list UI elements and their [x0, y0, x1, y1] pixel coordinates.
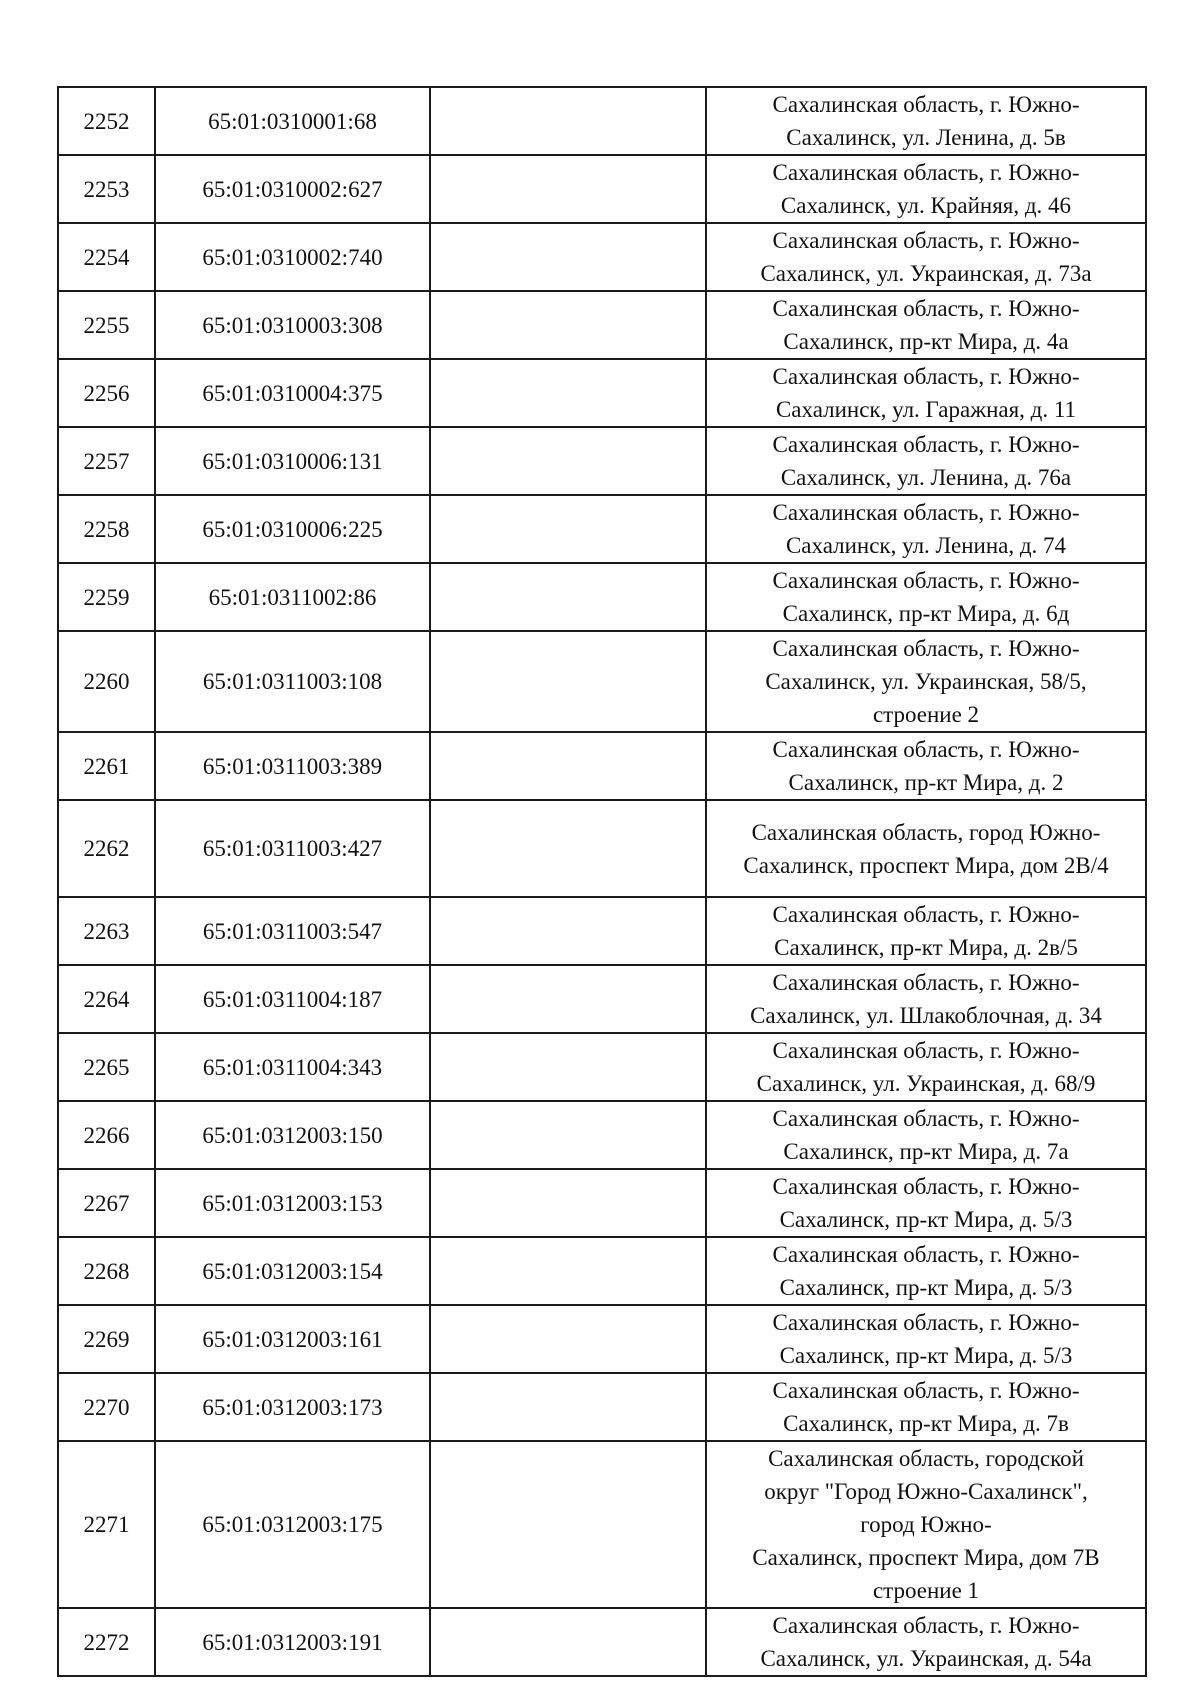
empty-cell — [430, 223, 706, 291]
cadastral-number-cell: 65:01:0310004:375 — [155, 359, 430, 427]
table-row — [58, 87, 1146, 155]
table-row — [58, 631, 1146, 732]
row-number-cell: 2269 — [58, 1305, 155, 1373]
row-number-cell: 2263 — [58, 897, 155, 965]
cadastral-number-cell: 65:01:0310003:308 — [155, 291, 430, 359]
cadastral-number-cell: 65:01:0310006:131 — [155, 427, 430, 495]
empty-cell — [430, 965, 706, 1033]
table-row — [58, 1373, 1146, 1441]
empty-cell — [430, 563, 706, 631]
table-row — [58, 1169, 1146, 1237]
row-number-cell: 2254 — [58, 223, 155, 291]
empty-cell — [430, 631, 706, 732]
cadastral-number-cell: 65:01:0310002:627 — [155, 155, 430, 223]
address-cell: Сахалинская область, г. Южно- Сахалинск, пр-кт Мира, д. 2 — [706, 732, 1146, 800]
row-number-cell: 2259 — [58, 563, 155, 631]
table-row — [58, 563, 1146, 631]
address-cell: Сахалинская область, г. Южно- Сахалинск, ул. Украинская, д. 73а — [706, 223, 1146, 291]
table-row — [58, 1237, 1146, 1305]
empty-cell — [430, 732, 706, 800]
table-row — [58, 965, 1146, 1033]
table-row — [58, 291, 1146, 359]
row-number-cell: 2261 — [58, 732, 155, 800]
row-number-cell: 2253 — [58, 155, 155, 223]
address-cell: Сахалинская область, г. Южно- Сахалинск, ул. Ленина, д. 5в — [706, 87, 1146, 155]
row-number-cell: 2262 — [58, 800, 155, 897]
cadastral-number-cell: 65:01:0312003:150 — [155, 1101, 430, 1169]
row-number-cell: 2270 — [58, 1373, 155, 1441]
table-row — [58, 800, 1146, 897]
address-cell: Сахалинская область, г. Южно- Сахалинск, пр-кт Мира, д. 2в/5 — [706, 897, 1146, 965]
row-number-cell: 2264 — [58, 965, 155, 1033]
address-cell: Сахалинская область, городской округ "Город Южно-Сахалинск", город Южно- Сахалинск, проспект Мира, дом 7В строение 1 — [706, 1441, 1146, 1608]
cadastral-number-cell: 65:01:0312003:154 — [155, 1237, 430, 1305]
cadastral-number-cell: 65:01:0310001:68 — [155, 87, 430, 155]
address-cell: Сахалинская область, г. Южно- Сахалинск, пр-кт Мира, д. 5/3 — [706, 1305, 1146, 1373]
cadastral-number-cell: 65:01:0311003:108 — [155, 631, 430, 732]
address-cell: Сахалинская область, г. Южно- Сахалинск, ул. Крайняя, д. 46 — [706, 155, 1146, 223]
row-number-cell: 2271 — [58, 1441, 155, 1608]
cadastral-number-cell: 65:01:0312003:153 — [155, 1169, 430, 1237]
table-row — [58, 732, 1146, 800]
row-number-cell: 2258 — [58, 495, 155, 563]
row-number-cell: 2260 — [58, 631, 155, 732]
address-cell: Сахалинская область, г. Южно- Сахалинск, ул. Украинская, д. 68/9 — [706, 1033, 1146, 1101]
empty-cell — [430, 359, 706, 427]
address-cell: Сахалинская область, г. Южно- Сахалинск, ул. Гаражная, д. 11 — [706, 359, 1146, 427]
empty-cell — [430, 87, 706, 155]
row-number-cell: 2268 — [58, 1237, 155, 1305]
row-number-cell: 2265 — [58, 1033, 155, 1101]
table-row — [58, 1608, 1146, 1676]
row-number-cell: 2252 — [58, 87, 155, 155]
address-cell: Сахалинская область, г. Южно- Сахалинск, пр-кт Мира, д. 6д — [706, 563, 1146, 631]
cadastral-number-cell: 65:01:0312003:175 — [155, 1441, 430, 1608]
address-cell: Сахалинская область, г. Южно- Сахалинск, ул. Украинская, д. 54а — [706, 1608, 1146, 1676]
address-cell: Сахалинская область, город Южно- Сахалинск, проспект Мира, дом 2В/4 — [706, 800, 1146, 897]
cadastral-number-cell: 65:01:0312003:173 — [155, 1373, 430, 1441]
table-row — [58, 1101, 1146, 1169]
empty-cell — [430, 291, 706, 359]
cadastral-number-cell: 65:01:0311002:86 — [155, 563, 430, 631]
table-row — [58, 1033, 1146, 1101]
row-number-cell: 2272 — [58, 1608, 155, 1676]
empty-cell — [430, 155, 706, 223]
address-cell: Сахалинская область, г. Южно- Сахалинск, ул. Украинская, 58/5, строение 2 — [706, 631, 1146, 732]
empty-cell — [430, 1373, 706, 1441]
cadastral-number-cell: 65:01:0311004:187 — [155, 965, 430, 1033]
empty-cell — [430, 1101, 706, 1169]
address-cell: Сахалинская область, г. Южно- Сахалинск, пр-кт Мира, д. 7в — [706, 1373, 1146, 1441]
table-row — [58, 359, 1146, 427]
table-row — [58, 1441, 1146, 1608]
cadastral-number-cell: 65:01:0311004:343 — [155, 1033, 430, 1101]
empty-cell — [430, 427, 706, 495]
address-cell: Сахалинская область, г. Южно- Сахалинск, пр-кт Мира, д. 5/3 — [706, 1237, 1146, 1305]
registry-table — [57, 86, 1147, 1677]
cadastral-number-cell: 65:01:0310002:740 — [155, 223, 430, 291]
cadastral-number-cell: 65:01:0311003:427 — [155, 800, 430, 897]
address-cell: Сахалинская область, г. Южно- Сахалинск, пр-кт Мира, д. 4а — [706, 291, 1146, 359]
table-row — [58, 1305, 1146, 1373]
cadastral-number-cell: 65:01:0311003:547 — [155, 897, 430, 965]
address-cell: Сахалинская область, г. Южно- Сахалинск, пр-кт Мира, д. 7а — [706, 1101, 1146, 1169]
empty-cell — [430, 1033, 706, 1101]
table-row — [58, 223, 1146, 291]
empty-cell — [430, 800, 706, 897]
empty-cell — [430, 1608, 706, 1676]
registry-table-body — [58, 87, 1146, 1676]
row-number-cell: 2257 — [58, 427, 155, 495]
cadastral-number-cell: 65:01:0311003:389 — [155, 732, 430, 800]
table-row — [58, 155, 1146, 223]
empty-cell — [430, 495, 706, 563]
cadastral-number-cell: 65:01:0312003:161 — [155, 1305, 430, 1373]
row-number-cell: 2267 — [58, 1169, 155, 1237]
cadastral-number-cell: 65:01:0312003:191 — [155, 1608, 430, 1676]
table-row — [58, 427, 1146, 495]
address-cell: Сахалинская область, г. Южно- Сахалинск, пр-кт Мира, д. 5/3 — [706, 1169, 1146, 1237]
row-number-cell: 2266 — [58, 1101, 155, 1169]
empty-cell — [430, 897, 706, 965]
cadastral-number-cell: 65:01:0310006:225 — [155, 495, 430, 563]
empty-cell — [430, 1441, 706, 1608]
empty-cell — [430, 1169, 706, 1237]
row-number-cell: 2256 — [58, 359, 155, 427]
table-row — [58, 897, 1146, 965]
row-number-cell: 2255 — [58, 291, 155, 359]
address-cell: Сахалинская область, г. Южно- Сахалинск, ул. Ленина, д. 76а — [706, 427, 1146, 495]
address-cell: Сахалинская область, г. Южно- Сахалинск, ул. Ленина, д. 74 — [706, 495, 1146, 563]
empty-cell — [430, 1305, 706, 1373]
empty-cell — [430, 1237, 706, 1305]
address-cell: Сахалинская область, г. Южно- Сахалинск, ул. Шлакоблочная, д. 34 — [706, 965, 1146, 1033]
table-row — [58, 495, 1146, 563]
